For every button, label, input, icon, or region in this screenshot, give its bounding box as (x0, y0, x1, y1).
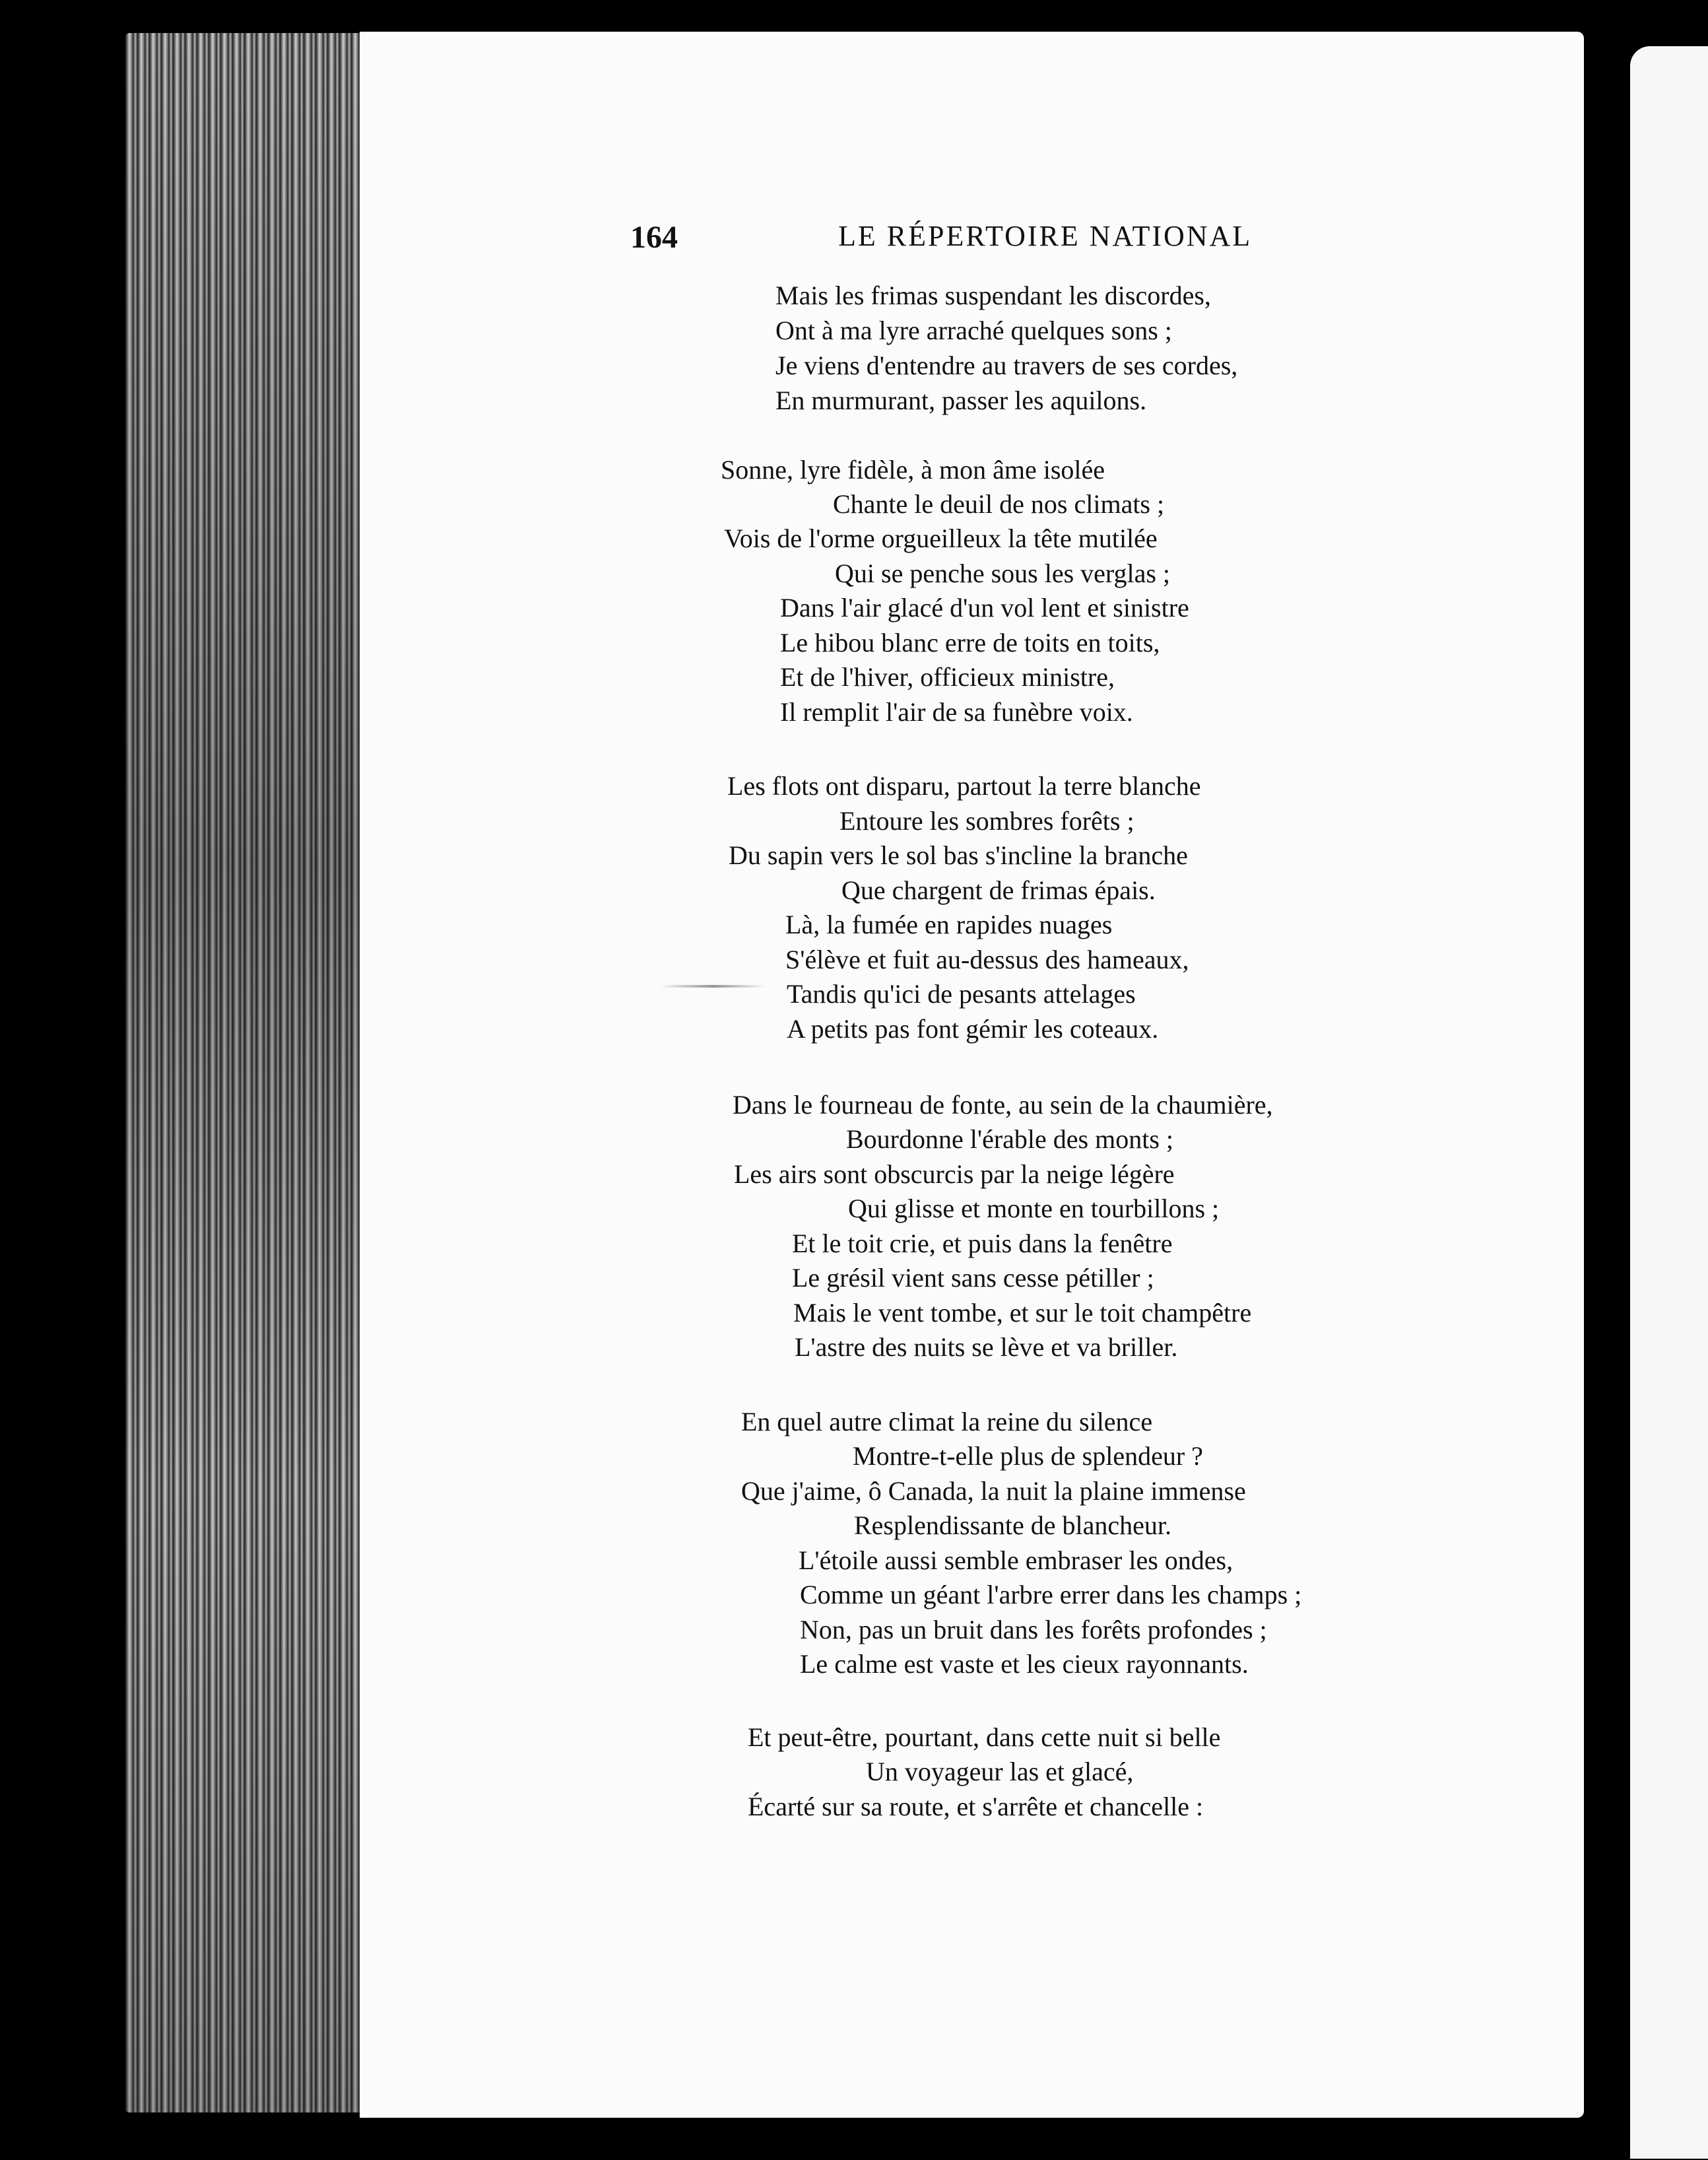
poem-line: Qui se penche sous les verglas ; (835, 558, 1171, 588)
poem-line: Qui glisse et monte en tourbillons ; (848, 1194, 1220, 1223)
poem-line: Chante le deuil de nos climats ; (833, 489, 1165, 519)
poem-line: Le calme est vaste et les cieux rayonnants. (800, 1649, 1249, 1679)
poem-line: En quel autre climat la reine du silence (741, 1407, 1153, 1436)
poem-line: Ont à ma lyre arraché quelques sons ; (775, 316, 1172, 345)
poem-line: S'élève et fuit au-dessus des hameaux, (785, 945, 1189, 974)
poem-line: Mais les frimas suspendant les discordes, (775, 281, 1211, 310)
poem-line: Non, pas un bruit dans les forêts profondes ; (800, 1615, 1267, 1644)
poem-line: L'astre des nuits se lève et va briller. (795, 1332, 1178, 1362)
poem-line: Un voyageur las et glacé, (866, 1757, 1134, 1786)
poem-line: L'étoile aussi semble embraser les ondes, (799, 1545, 1233, 1575)
poem-line: Dans l'air glacé d'un vol lent et sinistre (780, 593, 1189, 623)
poem-line: Il remplit l'air de sa funèbre voix. (780, 697, 1133, 727)
running-title: LE RÉPERTOIRE NATIONAL (838, 220, 1253, 252)
poem-line: Sonne, lyre fidèle, à mon âme isolée (721, 455, 1105, 485)
poem-line: Mais le vent tombe, et sur le toit champêtre (793, 1298, 1252, 1328)
poem-line: Que j'aime, ô Canada, la nuit la plaine immense (741, 1476, 1246, 1506)
poem-line: Comme un géant l'arbre errer dans les champs ; (800, 1580, 1302, 1609)
poem-line: Les flots ont disparu, partout la terre blanche (727, 771, 1201, 801)
page-number: 164 (630, 220, 678, 255)
poem-line: Tandis qu'ici de pesants attelages (787, 979, 1136, 1009)
poem-line: Écarté sur sa route, et s'arrête et chancelle : (748, 1792, 1204, 1821)
poem-line: Montre-t-elle plus de splendeur ? (853, 1441, 1203, 1471)
poem-line: Que chargent de frimas épais. (841, 875, 1156, 905)
poem-line: Bourdonne l'érable des monts ; (846, 1124, 1173, 1154)
poem-line: Et peut-être, pourtant, dans cette nuit si belle (748, 1722, 1221, 1752)
poem-line: Les airs sont obscurcis par la neige légère (734, 1159, 1175, 1189)
poem-line: A petits pas font gémir les coteaux. (787, 1014, 1159, 1044)
poem-line: Le hibou blanc erre de toits en toits, (780, 628, 1160, 658)
poem-line: Je viens d'entendre au travers de ses cordes, (775, 351, 1238, 380)
poem-line: En murmurant, passer les aquilons. (775, 386, 1147, 415)
poem-line: Entoure les sombres forêts ; (839, 806, 1134, 836)
poem-line: Resplendissante de blancheur. (854, 1510, 1171, 1540)
poem-line: Et le toit crie, et puis dans la fenêtre (792, 1229, 1173, 1258)
poem-line: Là, la fumée en rapides nuages (785, 910, 1113, 939)
poem-line: Le grésil vient sans cesse pétiller ; (792, 1263, 1154, 1293)
poem-line: Du sapin vers le sol bas s'incline la branche (729, 840, 1188, 870)
poem-line: Dans le fourneau de fonte, au sein de la chaumière, (733, 1090, 1273, 1120)
poem-line: Et de l'hiver, officieux ministre, (780, 662, 1115, 692)
poem-line: Vois de l'orme orgueilleux la tête mutilée (724, 523, 1158, 553)
